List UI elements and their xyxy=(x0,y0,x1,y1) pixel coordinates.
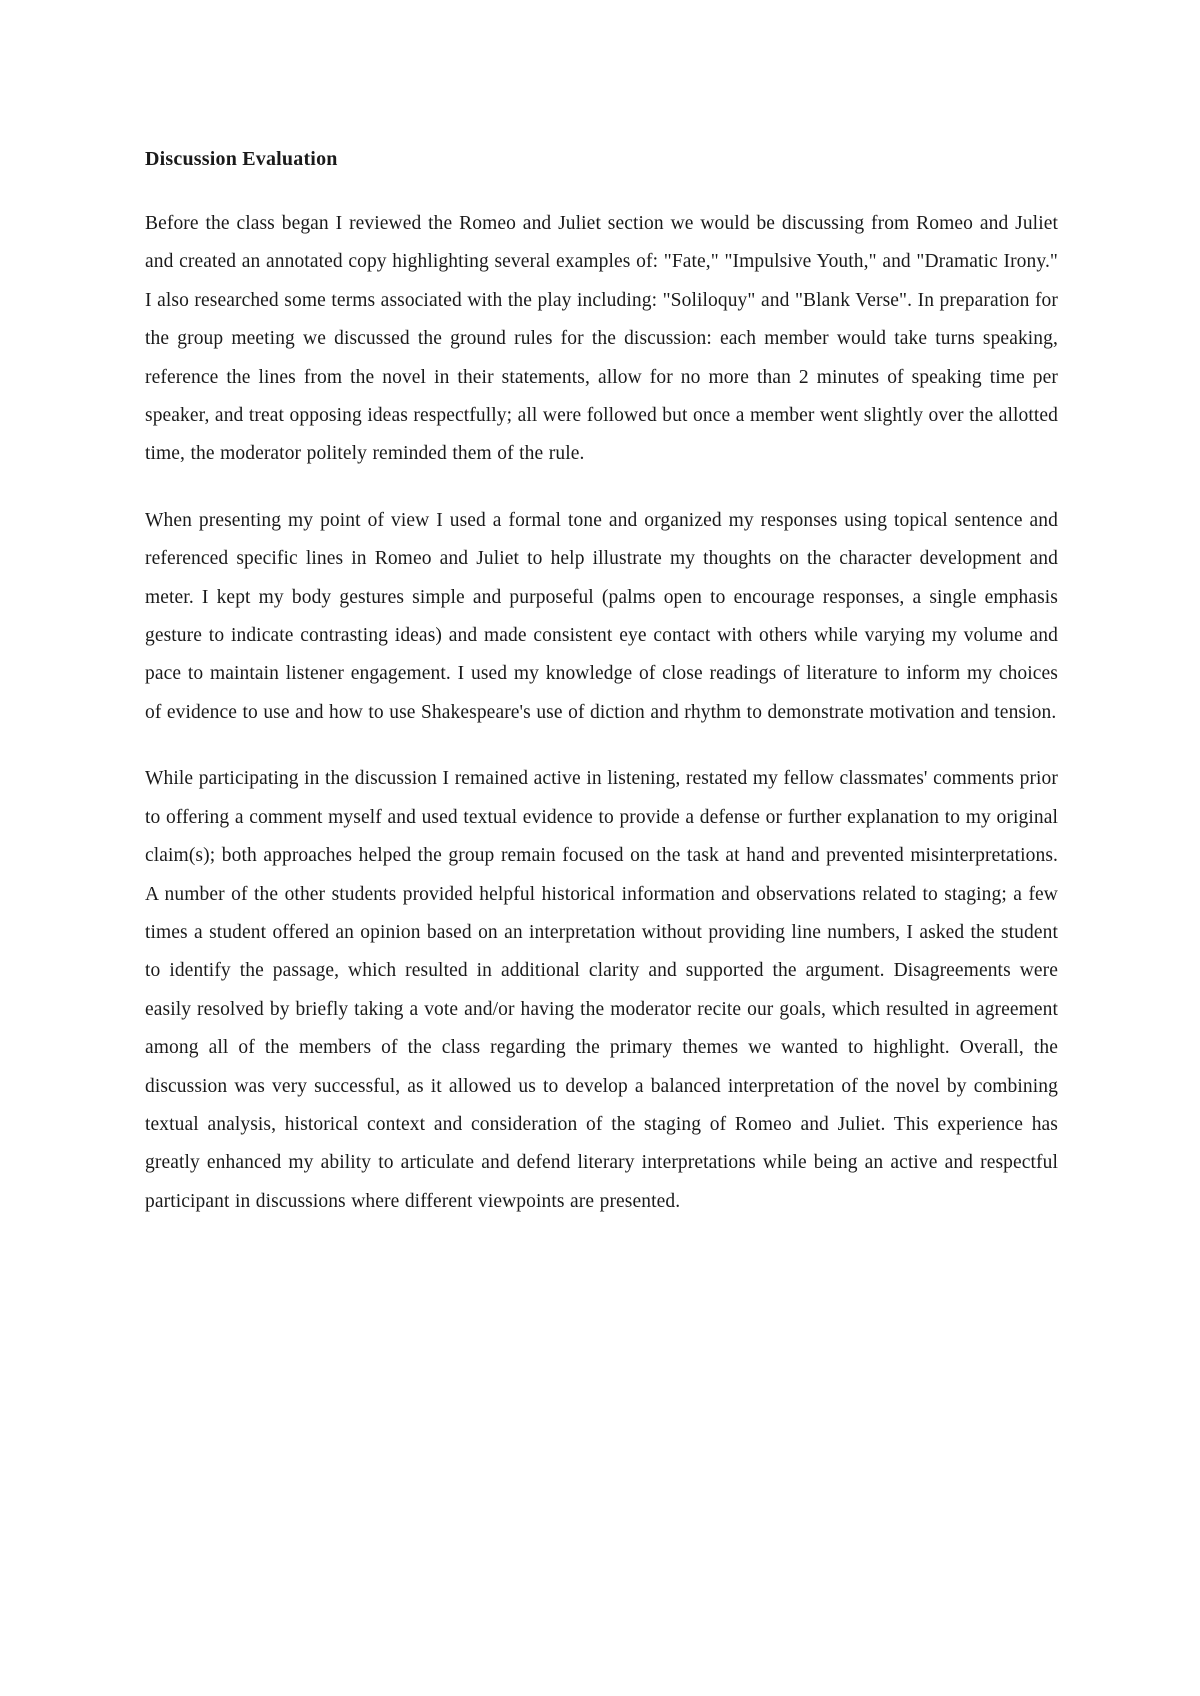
paragraph-participation: While participating in the discussion I remained active in listening, restated my fellow classmates' comments prior to offering a comment myself and used textual evidence to provide a defense or further explanation to my original claim(s); both approaches helped the group remain focused on the task at hand and prevented misinterpretations. A number of the other students provided helpful historical information and observations related to staging; a few times a student offered an opinion based on an interpretation without providing line numbers, I asked the student to identify the passage, which resulted in additional clarity and supported the argument. Disagreements were easily resolved by briefly taking a vote and/or having the moderator recite our goals, which resulted in agreement among all of the members of the class regarding the primary themes we wanted to highlight. Overall, the discussion was very successful, as it allowed us to develop a balanced interpretation of the novel by combining textual analysis, historical context and consideration of the staging of Romeo and Juliet. This experience has greatly enhanced my ability to articulate and defend literary interpretations while being an active and respectful participant in discussions where different viewpoints are presented. xyxy=(145,768,1058,1212)
paragraph-preparation: Before the class began I reviewed the Romeo and Juliet section we would be discussing from Romeo and Juliet and created an annotated copy highlighting several examples of: "Fate," "Impulsive Youth," and "Dramatic Irony." I also researched some terms associated with the play including: "Soliloquy" and "Blank Verse". In preparation for the group meeting we discussed the ground rules for the discussion: each member would take turns speaking, reference the lines from the novel in their statements, allow for no more than 2 minutes of speaking time per speaker, and treat opposing ideas respectfully; all were followed but once a member went slightly over the allotted time, the moderator politely reminded them of the rule. xyxy=(145,213,1058,465)
document-title: Discussion Evaluation xyxy=(145,148,338,170)
paragraph-presentation: When presenting my point of view I used a formal tone and organized my responses using topical sentence and referenced specific lines in Romeo and Juliet to help illustrate my thoughts on the character development and meter. I kept my body gestures simple and purposeful (palms open to encourage responses, a single emphasis gesture to indicate contrasting ideas) and made consistent eye contact with others while varying my volume and pace to maintain listener engagement. I used my knowledge of close readings of literature to inform my choices of evidence to use and how to use Shakespeare's use of diction and rhythm to demonstrate motivation and tension. xyxy=(145,509,1058,723)
